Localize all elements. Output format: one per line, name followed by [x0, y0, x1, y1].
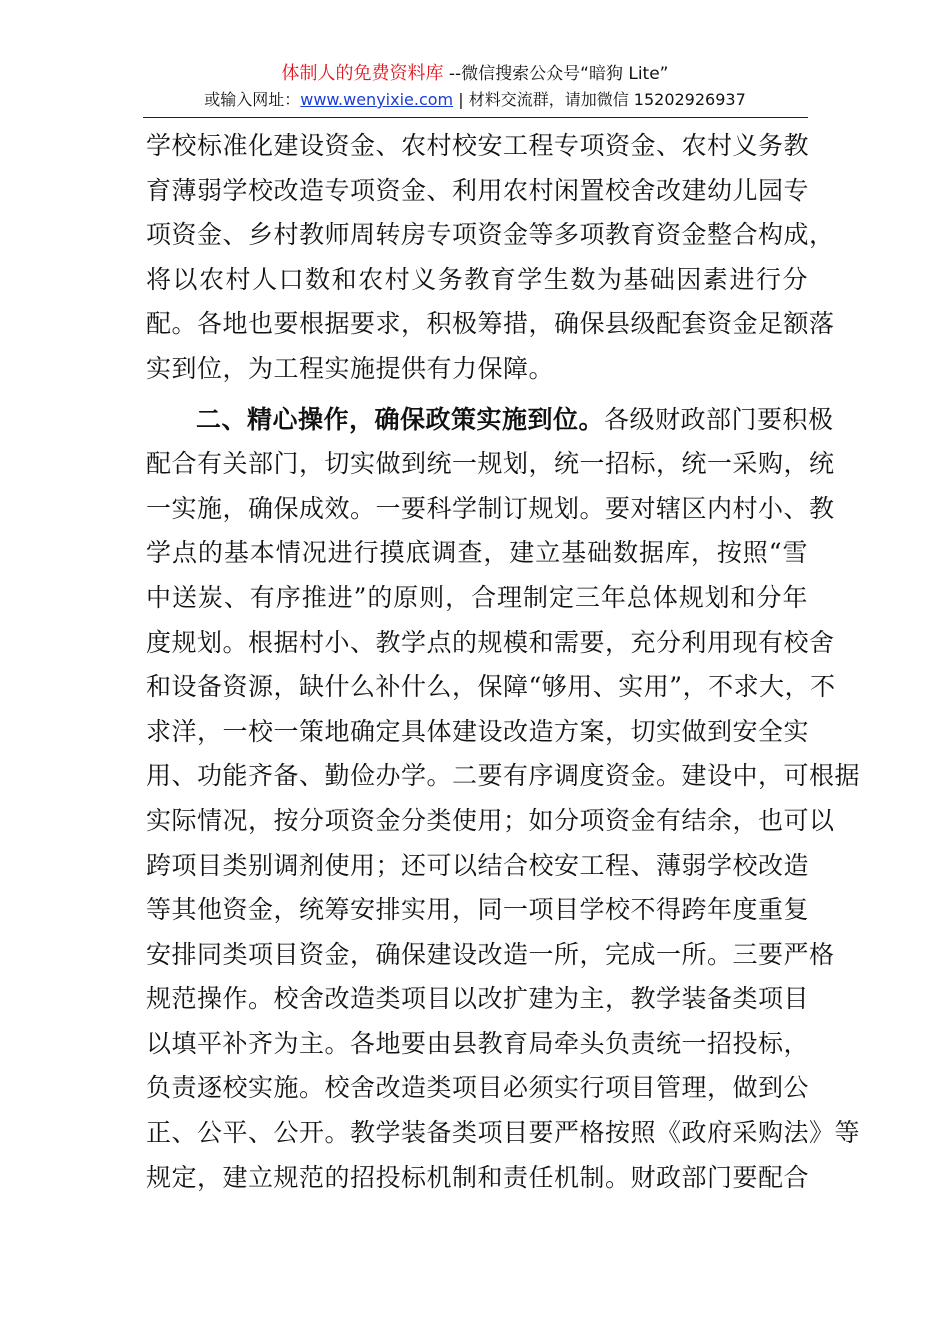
text-line: 实到位，为工程实施提供有力保障。 — [146, 353, 555, 383]
text-line: 配。各地也要根据要求，积极筹措，确保县级配套资金足额落 — [146, 309, 835, 339]
text-line: 规定，建立规范的招投标机制和责任机制。财政部门要配合 — [146, 1162, 810, 1192]
heading-line-rest: 各级财政部门要积极 — [604, 404, 834, 434]
text-line: 学校标准化建设资金、农村校安工程专项资金、农村义务教 — [146, 131, 810, 160]
text-line: 负责逐校实施。校舍改造类项目必须实行项目管理，做到公 — [146, 1073, 810, 1103]
text-line: 配合有关部门，切实做到统一规划，统一招标，统一采购，统 — [146, 449, 835, 479]
text-line: 中送炭、有序推进”的原则，合理制定三年总体规划和分年 — [146, 582, 808, 612]
text-line: 求洋，一校一策地确定具体建设改造方案，切实做到安全实 — [146, 716, 810, 746]
header-tagline: --微信搜索公众号“暗狗 Lite” — [443, 64, 669, 84]
document-body — [146, 124, 861, 1200]
text-line: 等其他资金，统筹安排实用，同一项目学校不得跨年度重复 — [146, 895, 810, 925]
text-line: 实际情况，按分项资金分类使用；如分项资金有结余，也可以 — [146, 805, 835, 835]
text-line: 度规划。根据村小、教学点的规模和需要，充分利用现有校舍 — [146, 627, 835, 657]
page-header — [0, 62, 950, 112]
header-line-2 — [0, 88, 950, 112]
text-line: 将以农村人口数和农村义务教育学生数为基础因素进行分 — [146, 264, 808, 294]
text-line: 和设备资源，缺什么补什么，保障“够用、实用”，不求大，不 — [146, 672, 836, 702]
text-line: 用、功能齐备、勤俭办学。二要有序调度资金。建设中，可根据 — [146, 761, 861, 791]
text-line: 规范操作。校舍改造类项目以改扩建为主，教学装备类项目 — [146, 984, 810, 1014]
text-line: 育薄弱学校改造专项资金、利用农村闲置校舍改建幼儿园专 — [146, 175, 810, 205]
text-line: 正、公平、公开。教学装备类项目要严格按照《政府采购法》等 — [146, 1118, 861, 1148]
paragraph-2 — [146, 398, 861, 1201]
header-brand: 体制人的免费资料库 — [281, 63, 444, 84]
text-line: 跨项目类别调剂使用；还可以结合校安工程、薄弱学校改造 — [146, 850, 810, 880]
paragraph-1 — [146, 124, 835, 392]
text-line: 以填平补齐为主。各地要由县教育局牵头负责统一招投标， — [146, 1028, 810, 1058]
header-url-prefix: 或输入网址： — [204, 90, 301, 109]
text-line: 一实施，确保成效。一要科学制订规划。要对辖区内村小、教 — [146, 493, 835, 523]
text-line: 项资金、乡村教师周转房专项资金等多项教育资金整合构成， — [146, 220, 835, 250]
text-line-with-heading — [146, 398, 834, 443]
header-line-1 — [0, 62, 950, 86]
text-line: 安排同类项目资金，确保建设改造一所，完成一所。三要严格 — [146, 939, 835, 969]
section-heading: 二、精心操作，确保政策实施到位。 — [196, 404, 605, 434]
header-url-link[interactable]: www.wenyixie.com — [300, 90, 454, 109]
text-line: 学点的基本情况进行摸底调查，建立基础数据库，按照“雪 — [146, 538, 808, 568]
header-divider — [143, 117, 808, 118]
header-contact: | 材料交流群，请加微信 15202926937 — [453, 90, 746, 109]
